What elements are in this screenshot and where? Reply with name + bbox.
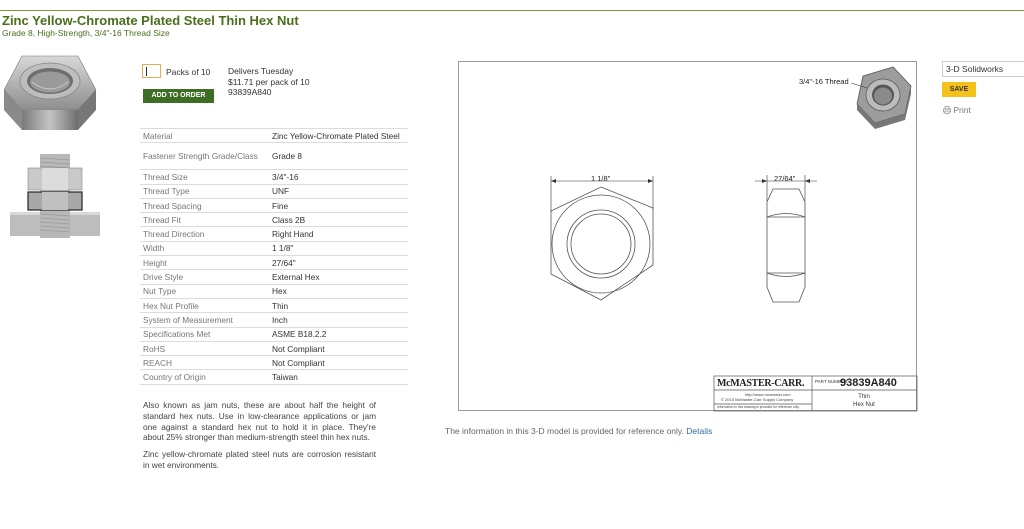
description-paragraph-1: Also known as jam nuts, these are about half the height of standard hex nuts. Use in low-clearance applications or jam one against a standard hex nut to hold it in place. They're about 25% stronger than medium-strength steel thin hex nuts. [143, 400, 376, 443]
spec-row-thread-fit: Thread Fit Class 2B [140, 213, 408, 227]
spec-row-drive-style: Drive Style External Hex [140, 270, 408, 284]
height-dimension: 27/64" [774, 174, 796, 183]
title-block-copyright: © 2015 McMaster-Carr Supply Company [721, 397, 794, 402]
packs-label: Packs of 10 [166, 67, 211, 77]
spec-row-reach: REACH Not Compliant [140, 356, 408, 370]
drawing-part-number: 93839A840 [840, 377, 897, 389]
spec-row-height: Height 27/64" [140, 256, 408, 270]
spec-row-rohs: RoHS Not Compliant [140, 341, 408, 355]
spec-row-width: Width 1 1/8" [140, 241, 408, 255]
spec-row-profile: Hex Nut Profile Thin [140, 298, 408, 312]
spec-row-thread-spacing: Thread Spacing Fine [140, 198, 408, 212]
spec-table [140, 128, 408, 385]
save-button[interactable]: SAVE [942, 82, 976, 97]
spec-row-material: Material Zinc Yellow-Chromate Plated Steel [140, 129, 408, 143]
drawing-description: Thin Hex Nut [853, 394, 875, 408]
spec-row-thread-type: Thread Type UNF [140, 184, 408, 198]
thread-callout: 3/4"-16 Thread [799, 77, 849, 86]
add-to-order-button[interactable]: ADD TO ORDER [143, 89, 214, 103]
price-text: $11.71 per pack of 10 [228, 76, 310, 87]
part-number-text: 93839A840 [228, 87, 272, 97]
print-label: Print [953, 105, 971, 115]
spec-row-thread-direction: Thread Direction Right Hand [140, 227, 408, 241]
quantity-input[interactable] [142, 64, 161, 78]
mcmaster-logo: McMASTER-CARR. [717, 378, 805, 389]
spec-row-measurement: System of Measurement Inch [140, 313, 408, 327]
spec-row-origin: Country of Origin Taiwan [140, 370, 408, 384]
iso-nut-figure [857, 67, 911, 129]
print-button[interactable] [943, 105, 971, 115]
spec-row-nut-type: Nut Type Hex [140, 284, 408, 298]
spec-row-grade: Fastener Strength Grade/Class Grade 8 [140, 143, 408, 170]
product-title: Zinc Yellow-Chromate Plated Steel Thin Hex Nut [2, 13, 299, 28]
width-dimension: 1 1/8" [591, 174, 611, 183]
side-view-figure [767, 189, 805, 302]
title-block-disclaimer: Information in this drawing is provided for reference only. [717, 405, 800, 409]
top-rule [0, 10, 1024, 11]
front-view-figure [551, 187, 653, 300]
cad-format-select[interactable]: 3-D Solidworks [942, 61, 1024, 77]
cad-drawing [459, 62, 918, 412]
assembly-image[interactable] [10, 154, 100, 238]
reference-note-text: The information in this 3-D model is provided for reference only. [445, 426, 684, 436]
delivery-text: Delivers Tuesday [228, 66, 294, 76]
price-info [228, 66, 310, 98]
product-description [143, 400, 376, 471]
product-subtitle: Grade 8, High-Strength, 3/4"-16 Thread Size [2, 28, 170, 38]
product-image[interactable] [2, 48, 98, 134]
description-paragraph-2: Zinc yellow-chromate plated steel nuts are corrosion resistant in wet environments. [143, 449, 376, 470]
title-block-url: http://www.mcmaster.com [745, 392, 791, 397]
cad-drawing-panel [458, 61, 917, 411]
details-link[interactable]: Details [686, 426, 713, 436]
reference-note [445, 426, 712, 436]
print-icon [943, 106, 951, 114]
spec-row-thread-size: Thread Size 3/4"-16 [140, 170, 408, 184]
part-number-label: PART NUMBER [815, 379, 848, 384]
spec-row-specifications: Specifications Met ASME B18.2.2 [140, 327, 408, 341]
